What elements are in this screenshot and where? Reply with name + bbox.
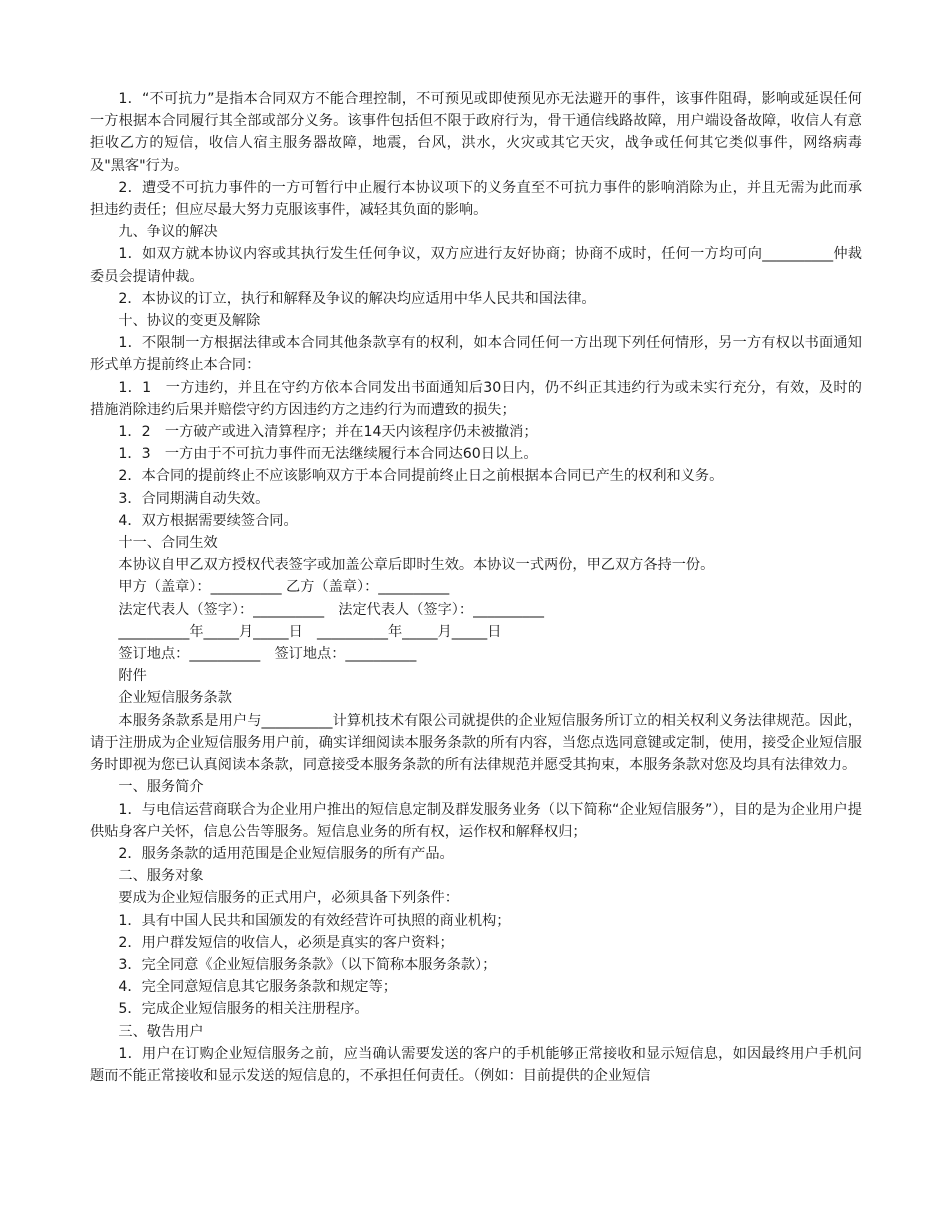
paragraph: 1．2 一方破产或进入清算程序；并在14天内该程序仍未被撤消； <box>118 424 538 441</box>
list-item: 1．具有中国人民共和国颁发的有效经营许可执照的商业机构； <box>118 912 511 929</box>
appendix-title: 企业短信服务条款 <box>118 690 232 707</box>
list-item: 5．完成企业短信服务的相关注册程序。 <box>118 1001 369 1018</box>
list-item: 4．完全同意短信息其它服务条款和规定等； <box>118 979 397 996</box>
paragraph: 2．服务条款的适用范围是企业短信服务的所有产品。 <box>118 845 454 862</box>
signature-line: 法定代表人（签字）：__________ 法定代表人（签字）：__________ <box>118 601 545 618</box>
paragraph: 要成为企业短信服务的正式用户，必须具备下列条件： <box>118 890 459 907</box>
document-body <box>90 88 862 1087</box>
paragraph: 2．遭受不可抗力事件的一方可暂行中止履行本协议项下的义务直至不可抗力事件的影响消除为止，并且无需为此而承担违约责任；但应尽最大努力克服该事件，减轻其负面的影响。 <box>90 179 862 219</box>
paragraph: 3．合同期满自动失效。 <box>118 490 270 507</box>
section-heading: 九、争议的解决 <box>118 224 218 241</box>
section-heading: 十、协议的变更及解除 <box>118 313 261 330</box>
section-heading: 十一、合同生效 <box>118 535 218 552</box>
paragraph: 1．“不可抗力”是指本合同双方不能合理控制，不可预见或即使预见亦无法避开的事件，该事件阻碍，影响或延误任何一方根据本合同履行其全部或部分义务。该事件包括但不限于政府行为，骨干通信线路故障，用户端设备故障，收信人有意拒收乙方的短信，收信人宿主服务器故障，地震，台风，洪水，火灾或其它天灾，战争或任何其它类似事件，网络病毒及"黑客"行为。 <box>90 91 862 174</box>
paragraph: 1．3 一方由于不可抗力事件而无法继续履行本合同达60日以上。 <box>118 446 538 463</box>
paragraph: 本协议自甲乙双方授权代表签字或加盖公章后即时生效。本协议一式两份，甲乙双方各持一份。 <box>118 557 715 574</box>
paragraph: 4．双方根据需要续签合同。 <box>118 512 298 529</box>
section-heading: 三、敬告用户 <box>118 1023 204 1040</box>
paragraph: 1．与电信运营商联合为企业用户推出的短信息定制及群发服务业务（以下简称“企业短信服务”），目的是为企业用户提供贴身客户关怀，信息公告等服务。短信息业务的所有权，运作权和解释权归； <box>90 801 862 840</box>
paragraph: 2．本协议的订立，执行和解释及争议的解决均应适用中华人民共和国法律。 <box>118 290 596 307</box>
list-item: 2．用户群发短信的收信人，必须是真实的客户资料； <box>118 934 454 951</box>
paragraph: 1．如双方就本协议内容或其执行发生任何争议，双方应进行友好协商；协商不成时，任何一方均可向__________仲裁委员会提请仲裁。 <box>90 246 862 285</box>
paragraph: 本服务条款系是用户与__________计算机技术有限公司就提供的企业短信服务所订立的相关权利义务法律规范。因此，请于注册成为企业短信服务用户前，确实详细阅读本服务条款的所有内容，当您点选同意键或定制，使用，接受企业短信服务时即视为您已认真阅读本条款，同意接受本服务条款的所有法律规范并愿受其拘束，本服务条款对您及均具有法律效力。 <box>90 712 862 774</box>
appendix-label: 附件 <box>118 668 147 685</box>
paragraph: 2．本合同的提前终止不应该影响双方于本合同提前终止日之前根据本合同已产生的权利和义务。 <box>118 468 724 485</box>
paragraph: 1．1 一方违约，并且在守约方依本合同发出书面通知后30日内，仍不纠正其违约行为或未实行充分，有效，及时的措施消除违约后果并赔偿守约方因违约方之违约行为而遭致的损失； <box>90 379 862 418</box>
list-item: 3．完全同意《企业短信服务条款》（以下简称本服务条款）； <box>118 956 497 973</box>
signature-line: 甲方（盖章）：__________ 乙方（盖章）：__________ <box>118 579 450 596</box>
date-line: __________年_____月_____日 __________年_____月_____日 <box>118 623 502 640</box>
section-heading: 二、服务对象 <box>118 868 204 885</box>
location-line: 签订地点：__________ 签订地点：__________ <box>118 646 417 663</box>
paragraph: 1．用户在订购企业短信服务之前，应当确认需要发送的客户的手机能够正常接收和显示短信息，如因最终用户手机问题而不能正常接收和显示发送的短信息的，不承担任何责任。（例如：目前提供的企业短信 <box>90 1045 862 1084</box>
paragraph: 1．不限制一方根据法律或本合同其他条款享有的权利，如本合同任何一方出现下列任何情形，另一方有权以书面通知形式单方提前终止本合同： <box>90 335 862 374</box>
section-heading: 一、服务简介 <box>118 779 204 796</box>
